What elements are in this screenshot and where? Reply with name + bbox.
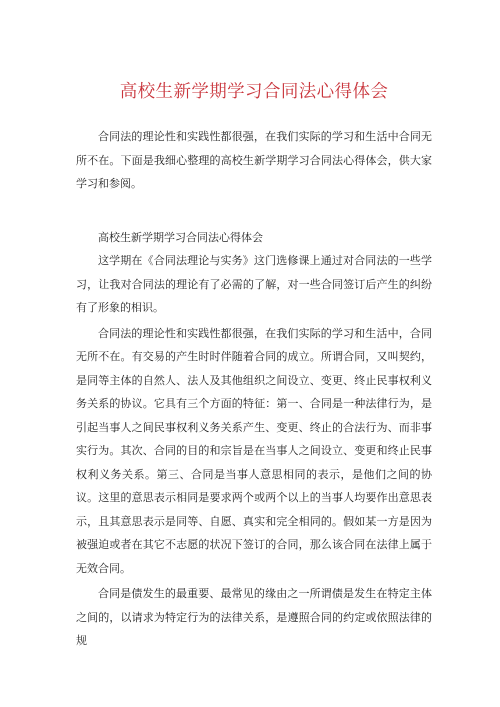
intro-paragraph: 合同法的理论性和实践性都很强，在我们实际的学习和生活中合同无所不在。下面是我细心整理的高校生新学期学习合同法心得体会，供大家学习和参阅。: [76, 130, 432, 190]
body-paragraph: 合同法的理论性和实践性都很强，在我们实际的学习和生活中，合同无所不在。有交易的产生时时伴随着合同的成立。所谓合同，又叫契约，是同等主体的自然人、法人及其他组织之间设立、变更、终止民事权利义务关系的协议。它具有三个方面的特征：第一、合同是一种法律行为，是引起当事人之间民事权利义务关系产生、变更、终止的合法行为、而非事实行为。其次、合同的目的和宗旨是在当事人之间设立、变更和终止民事权利义务关系。第三、合同是当事人意思相同的表示，是他们之间的协议。这里的意思表示相同是要求两个或两个以上的当事人均要作出意思表示，且其意思表示是同等、自愿、真实和完全相同的。假如某一方是因为被强迫或者在其它不志愿的状况下签订的合同，那么该合同在法律上属于无效合同。: [76, 326, 432, 575]
body-paragraph: 合同是债发生的最重要、最常见的缘由之一所谓债是发生在特定主体之间的，以请求为特定行为的法律关系，是遵照合同的约定或依照法律的规: [76, 587, 432, 647]
document-title: 高校生新学期学习合同法心得体会: [119, 82, 389, 102]
body-paragraph: 这学期在《合同法理论与实务》这门选修课上通过对合同法的一些学习，让我对合同法的理论有了必需的了解，对一些合同签订后产生的纠纷有了形象的相识。: [76, 254, 432, 314]
section-heading: 高校生新学期学习合同法心得体会: [98, 230, 263, 244]
